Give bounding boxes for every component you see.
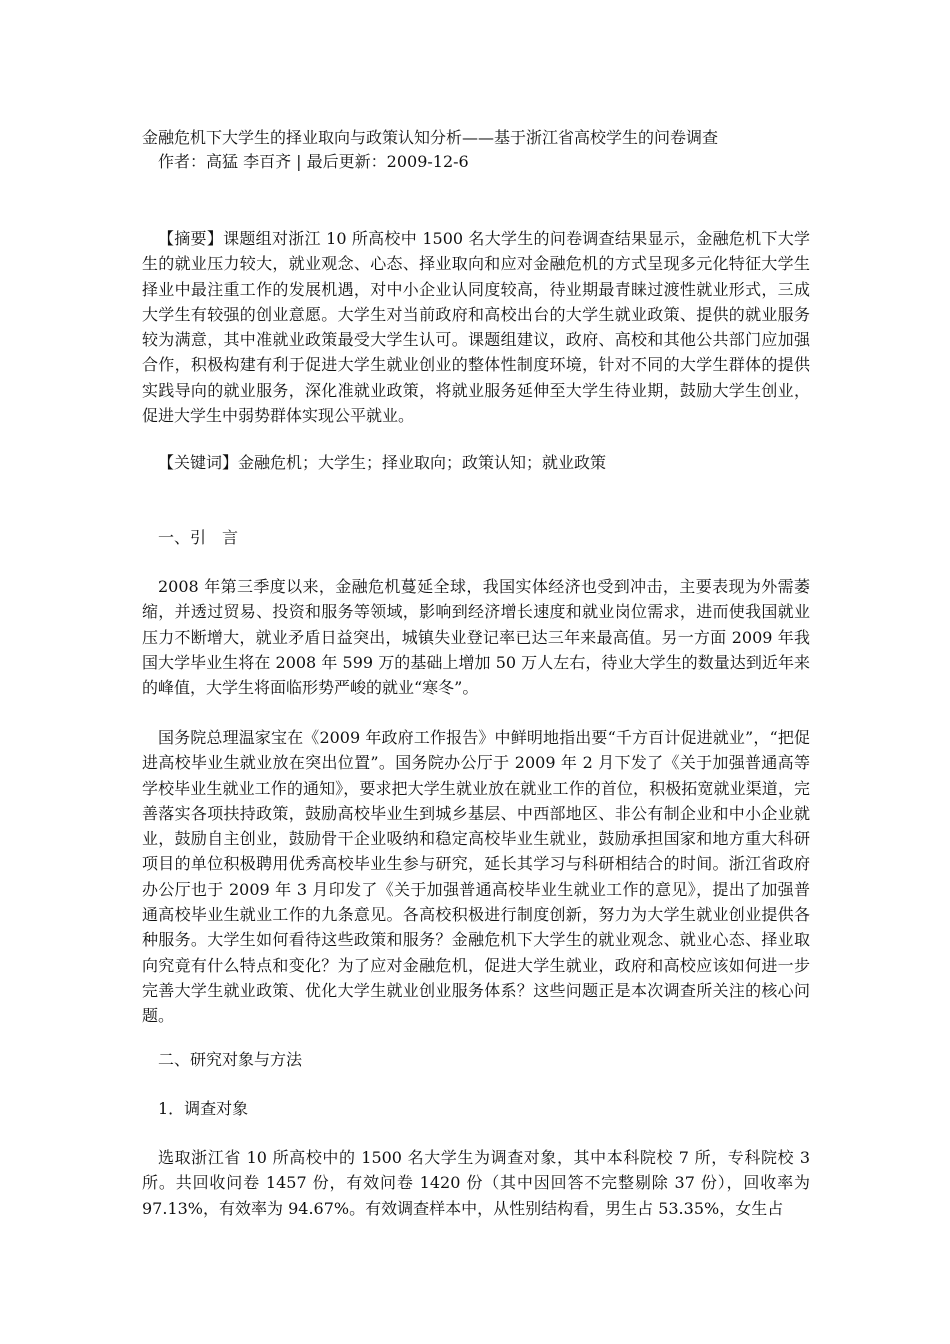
subsection-heading-subjects: 1．调查对象 — [158, 1099, 249, 1118]
article-meta: 作者：高猛 李百齐 | 最后更新：2009-12-6 — [158, 152, 469, 171]
keywords-paragraph: 【关键词】金融危机；大学生；择业取向；政策认知；就业政策 — [158, 453, 607, 472]
body-paragraph: 选取浙江省 10 所高校中的 1500 名大学生为调查对象，其中本科院校 7 所，专科院校 3 所。共回收问卷 1457 份，有效问卷 1420 份（其中因回答不完整剔除 37 份），回收率为 97.13%，有效率为 94.67%。有效调查样本中，从性别结构看，男生占 53.35%，女生占 — [142, 1148, 810, 1218]
article-title: 金融危机下大学生的择业取向与政策认知分析——基于浙江省高校学生的问卷调查 — [142, 128, 719, 147]
section-heading-introduction: 一、引 言 — [158, 528, 239, 547]
section-heading-methods: 二、研究对象与方法 — [158, 1050, 303, 1069]
abstract-paragraph: 【摘要】课题组对浙江 10 所高校中 1500 名大学生的问卷调查结果显示，金融危机下大学生的就业压力较大，就业观念、心态、择业取向和应对金融危机的方式呈现多元化特征大学生择业中最注重工作的发展机遇，对中小企业认同度较高，待业期最青睐过渡性就业形式，三成大学生有较强的创业意愿。大学生对当前政府和高校出台的大学生就业政策、提供的就业服务较为满意，其中准就业政策最受大学生认可。课题组建议，政府、高校和其他公共部门应加强合作，积极构建有利于促进大学生就业创业的整体性制度环境，针对不同的大学生群体的提供实践导向的就业服务，深化准就业政策，将就业服务延伸至大学生待业期，鼓励大学生创业，促进大学生中弱势群体实现公平就业。 — [142, 229, 810, 426]
body-paragraph: 2008 年第三季度以来，金融危机蔓延全球，我国实体经济也受到冲击，主要表现为外需萎缩，并透过贸易、投资和服务等领域，影响到经济增长速度和就业岗位需求，进而使我国就业压力不断增大，就业矛盾日益突出，城镇失业登记率已达三年来最高值。另一方面 2009 年我国大学毕业生将在 2008 年 599 万的基础上增加 50 万人左右，待业大学生的数量达到近年来的峰值，大学生将面临形势严峻的就业“寒冬”。 — [142, 577, 810, 698]
body-paragraph: 国务院总理温家宝在《2009 年政府工作报告》中鲜明地指出要“千方百计促进就业”，“把促进高校毕业生就业放在突出位置”。国务院办公厅于 2009 年 2 月下发了《关于加强普通高等学校毕业生就业工作的通知》，要求把大学生就业放在就业工作的首位，积极拓宽就业渠道，完善落实各项扶持政策，鼓励高校毕业生到城乡基层、中西部地区、非公有制企业和中小企业就业，鼓励自主创业，鼓励骨干企业吸纳和稳定高校毕业生就业，鼓励承担国家和地方重大科研项目的单位积极聘用优秀高校毕业生参与研究，延长其学习与科研相结合的时间。浙江省政府办公厅也于 2009 年 3 月印发了《关于加强普通高校毕业生就业工作的意见》，提出了加强普通高校毕业生就业工作的九条意见。各高校积极进行制度创新，努力为大学生就业创业提供各种服务。大学生如何看待这些政策和服务？金融危机下大学生的就业观念、就业心态、择业取向究竟有什么特点和变化？为了应对金融危机，促进大学生就业，政府和高校应该如何进一步完善大学生就业政策、优化大学生就业创业服务体系？这些问题正是本次调查所关注的核心问题。 — [142, 728, 810, 1026]
